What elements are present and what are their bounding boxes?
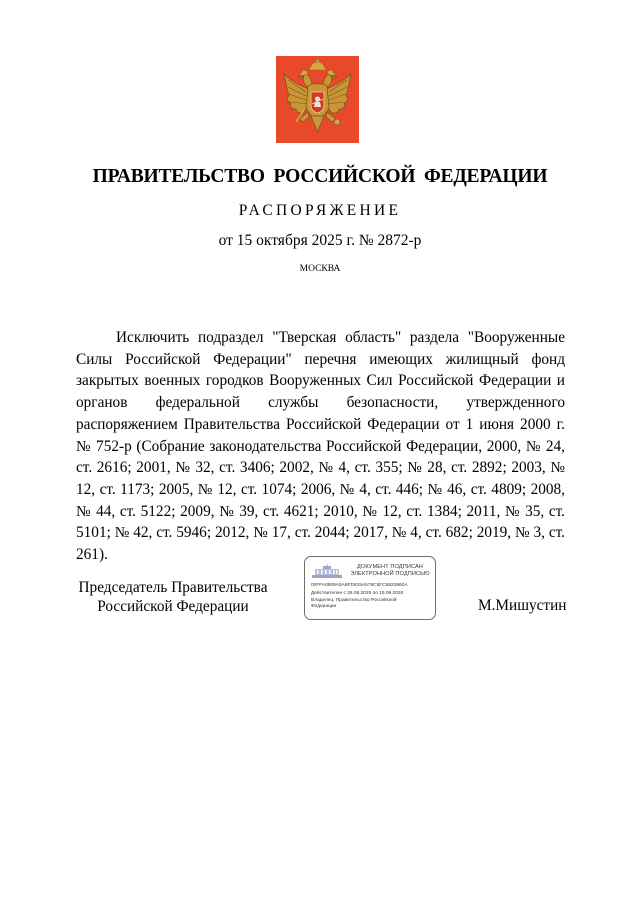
order-body-text: Исключить подраздел "Тверская область" раздела "Вооруженные Силы Российской Федерации" перечня имеющих жилищный фонд закрытых военных городков Вооруженных Сил Российской Федерации и органов федеральной службы безопасности, утвержденного распоряжением Правительства Российской Федерации от 1 июня 2000 г. № 752-р (Собрание законодательства Российской Федерации, 2000, № 24, ст. 2616; 2001, № 32, ст. 3406; 2002, № 4, ст. 355; № 28, ст. 2892; 2003, № 12, ст. 1173; 2005, № 12, ст. 1074; 2006, № 4, ст. 446; № 46, ст. 4809; 2008, № 44, ст. 5122; 2009, № 39, ст. 4621; 2010, № 12, ст. 1384; 2011, № 35, ст. 5101; № 42, ст. 5946; 2012, № 17, ст. 2044; 2017, № 4, ст. 682; 2019, № 3, ст. 261). xyxy=(76,329,565,564)
stamp-owner-line1: Владелец: Правительство Российской xyxy=(311,598,397,603)
signer-position xyxy=(78,578,268,616)
signer-position-line1: Председатель Правительства xyxy=(78,579,268,596)
document-type: РАСПОРЯЖЕНИЕ xyxy=(238,202,402,219)
stamp-certificate: 00FFA0909A5A6FD915A579C5FC9823860A xyxy=(311,583,408,588)
stamp-validity: Действителен с 26.06.2025 по 19.09.2026 xyxy=(311,591,404,596)
government-title: ПРАВИТЕЛЬСТВО РОССИЙСКОЙ ФЕДЕРАЦИИ xyxy=(92,166,548,187)
electronic-signature-stamp xyxy=(304,556,436,620)
document-date-number: от 15 октября 2025 г. № 2872-р xyxy=(218,232,422,249)
government-building-icon xyxy=(311,564,343,579)
stamp-title xyxy=(345,564,435,578)
stamp-title-line2: ЭЛЕКТРОННОЙ ПОДПИСЬЮ xyxy=(350,571,430,577)
stamp-title-line1: ДОКУМЕНТ ПОДПИСАН xyxy=(357,564,423,570)
stamp-owner-line2: Федерации xyxy=(311,604,337,609)
signer-name: М.Мишустин xyxy=(478,597,567,614)
signer-position-line2: Российской Федерации xyxy=(97,598,249,615)
document-city: МОСКВА xyxy=(299,264,341,274)
russian-coat-of-arms-icon xyxy=(276,56,359,143)
